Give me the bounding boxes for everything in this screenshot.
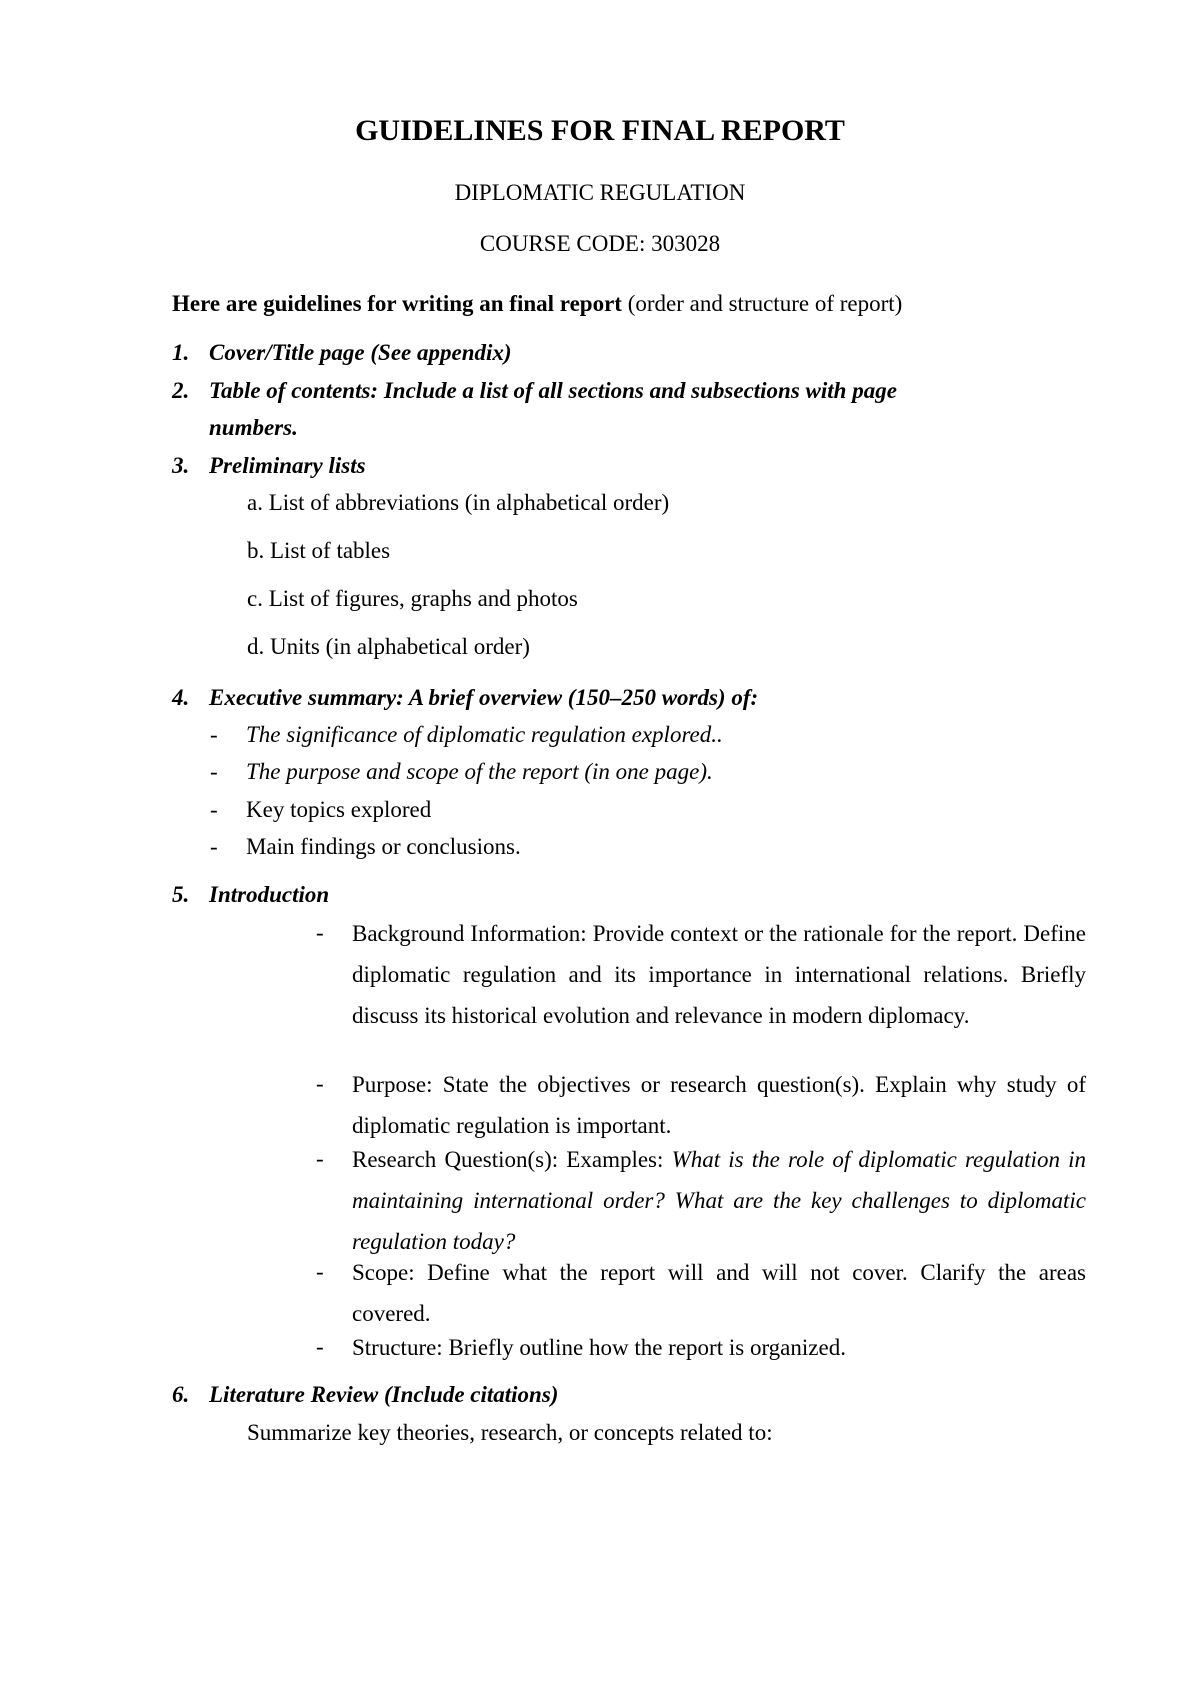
preliminary-list-item: d. Units (in alphabetical order)	[247, 634, 530, 659]
intro-normal: (order and structure of report)	[621, 291, 903, 316]
dash-bullet: -	[316, 1146, 324, 1171]
document-title: GUIDELINES FOR FINAL REPORT	[355, 114, 845, 147]
intro-background-text: Background Information: Provide context or the rationale for the report. Define diplomatic regulation and its importance in international relations. Briefly discuss its historical evolution and relevance in modern diplomacy.	[352, 921, 1086, 1028]
preliminary-list-item: c. List of figures, graphs and photos	[247, 586, 578, 611]
preliminary-list-item: b. List of tables	[247, 538, 391, 563]
intro-purpose-text: Purpose: State the objectives or research question(s). Explain why study of diplomatic regulation is important.	[352, 1072, 1086, 1138]
summary-bullet-text: The purpose and scope of the report (in one page).	[246, 759, 713, 784]
item-text: Executive summary: A brief overview (150–250 words) of:	[209, 685, 759, 710]
preliminary-list-item: a. List of abbreviations (in alphabetical order)	[247, 490, 670, 515]
summary-bullet-text: The significance of diplomatic regulation explored..	[246, 722, 723, 747]
dash-bullet: -	[316, 920, 324, 945]
dash-bullet: -	[316, 1259, 324, 1284]
dash-bullet: -	[210, 797, 218, 822]
intro-structure-text: Structure: Briefly outline how the report is organized.	[352, 1335, 846, 1360]
item-text: Introduction	[209, 882, 330, 907]
dash-bullet: -	[316, 1071, 324, 1096]
intro-scope-text: Scope: Define what the report will and will not cover. Clarify the areas covered.	[352, 1260, 1086, 1326]
item-text: Preliminary lists	[209, 453, 366, 478]
dash-bullet: -	[210, 834, 218, 859]
item-number: 5.	[172, 882, 190, 907]
course-subtitle: DIPLOMATIC REGULATION	[454, 180, 746, 205]
dash-bullet: -	[210, 759, 218, 784]
summary-bullet-text: Key topics explored	[246, 797, 432, 822]
rq-label: Research Question(s): Examples:	[352, 1147, 672, 1172]
dash-bullet: -	[316, 1334, 324, 1359]
item-text: Table of contents: Include a list of all sections and subsections with page	[209, 378, 897, 403]
item-number: 3.	[172, 453, 190, 478]
item-number: 2.	[172, 378, 190, 403]
rq-examples: What is the role of diplomatic regulation in maintaining international order? What are the key challenges to diplomatic regulation today?	[352, 1147, 1086, 1254]
dash-bullet: -	[210, 722, 218, 747]
item-number: 6.	[172, 1382, 190, 1407]
item-number: 1.	[172, 340, 190, 365]
course-code: COURSE CODE: 303028	[479, 231, 721, 256]
literature-text: Summarize key theories, research, or concepts related to:	[247, 1420, 773, 1445]
item-text: Cover/Title page (See appendix)	[209, 340, 512, 365]
item-text: Literature Review (Include citations)	[209, 1382, 559, 1407]
intro-research-questions	[352, 1139, 1086, 1262]
item-number: 4.	[172, 685, 190, 710]
list-item-2-continued: numbers.	[209, 415, 298, 440]
intro-bold: Here are guidelines for writing an final report	[172, 291, 622, 316]
intro-sentence	[172, 289, 902, 319]
summary-bullet-text: Main findings or conclusions.	[246, 834, 521, 859]
